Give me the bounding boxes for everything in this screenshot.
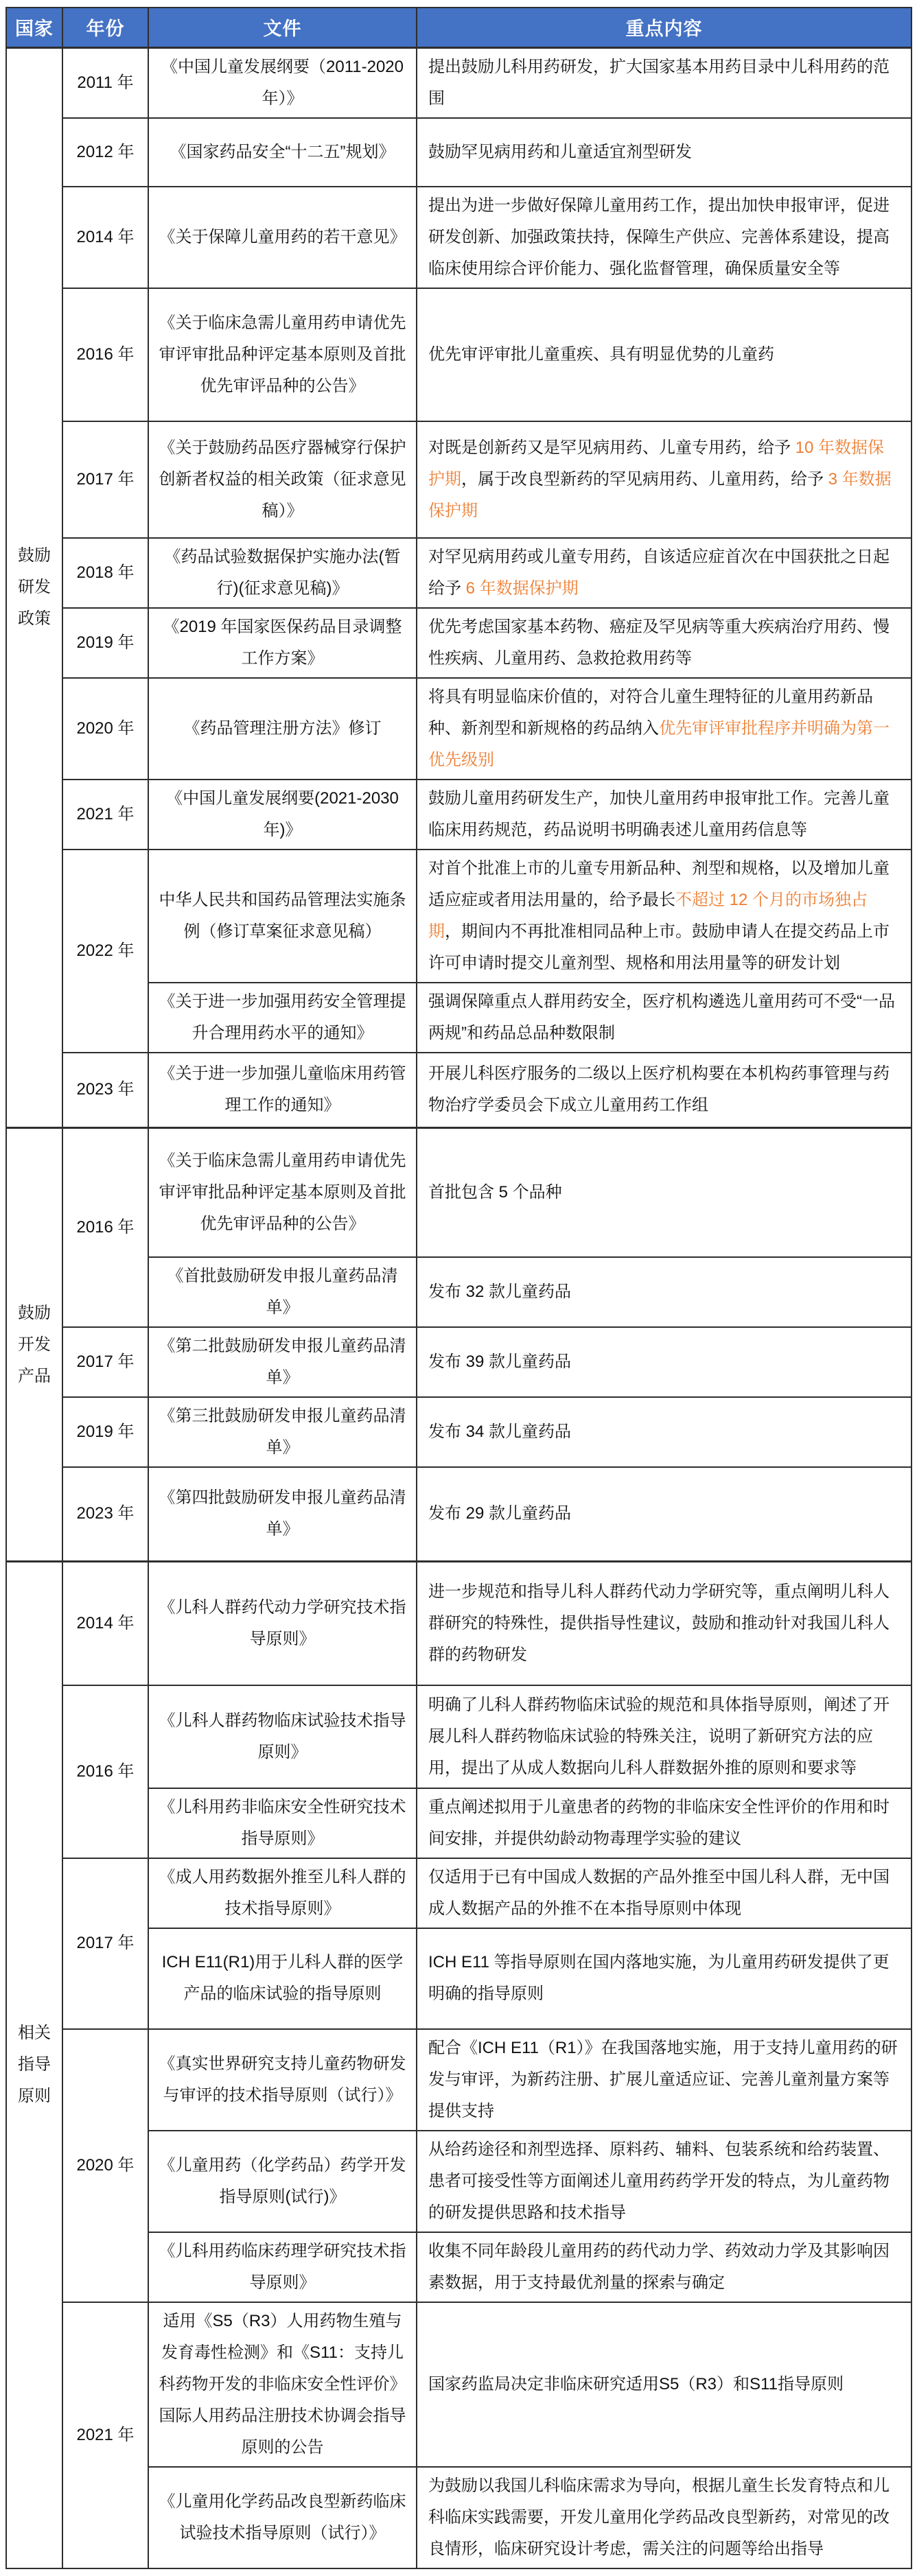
table-row xyxy=(6,1685,912,1788)
content-text: 鼓励儿童用药研发生产，加快儿童用药申报审批工作。完善儿童临床用药规范，药品说明书明确表述儿童用药信息等 xyxy=(428,788,890,839)
content-text: 发布 39 款儿童药品 xyxy=(428,1352,572,1371)
content-text: ，期间内不再批准相同品种上市。鼓励申请人在提交药品上市许可申请时提交儿童剂型、规格和用法用量等的研发计划 xyxy=(428,922,890,972)
content-text: 发布 34 款儿童药品 xyxy=(428,1422,572,1441)
table-row xyxy=(6,1467,912,1562)
content-cell xyxy=(417,678,912,780)
table-row xyxy=(6,47,912,118)
year-cell: 2023 年 xyxy=(62,1053,148,1128)
content-cell xyxy=(417,780,912,850)
content-highlight-text: 3 年数据保护期 xyxy=(428,469,892,520)
document-cell: 《关于保障儿童用药的若干意见》 xyxy=(148,187,417,288)
table-row xyxy=(6,1327,912,1397)
country-group-label-line: 开发 xyxy=(18,1335,51,1354)
content-cell xyxy=(417,2467,912,2568)
document-cell: 《关于临床急需儿童用药申请优先审评审批品种评定基本原则及首批优先审评品种的公告》 xyxy=(148,288,417,421)
content-text: 发布 29 款儿童药品 xyxy=(428,1504,572,1523)
year-cell: 2016 年 xyxy=(62,1685,148,1858)
content-text: 首批包含 5 个品种 xyxy=(428,1182,562,1202)
document-cell: 中华人民共和国药品管理法实施条例（修订草案征求意见稿） xyxy=(148,850,417,983)
document-cell: 《儿科用药非临床安全性研究技术指导原则》 xyxy=(148,1788,417,1858)
country-group-label-line: 政策 xyxy=(18,609,51,629)
content-cell xyxy=(417,2232,912,2302)
country-group-label-line: 鼓励 xyxy=(18,546,51,565)
content-text: 提出鼓励儿科用药研发，扩大国家基本用药目录中儿科用药的范围 xyxy=(428,57,890,108)
document-cell: 《真实世界研究支持儿童药物研发与审评的技术指导原则（试行）》 xyxy=(148,2029,417,2131)
table-row xyxy=(6,780,912,850)
table-row xyxy=(6,1128,912,1257)
content-text: 收集不同年龄段儿童用药的药代动力学、药效动力学及其影响因素数据，用于支持最优剂量的探索与确定 xyxy=(428,2241,890,2292)
content-text: 对首个批准上市的儿童专用新品种、剂型和规格，以及增加儿童适应症或者用法用量的，给予最长 xyxy=(428,858,890,909)
content-cell xyxy=(417,1327,912,1397)
document-cell: 《第四批鼓励研发申报儿童药品清单》 xyxy=(148,1467,417,1562)
content-cell xyxy=(417,1467,912,1562)
document-cell: 《中国儿童发展纲要(2021-2030 年)》 xyxy=(148,780,417,850)
country-group-cell xyxy=(6,47,62,1128)
content-text: 配合《ICH E11（R1）》在我国落地实施，用于支持儿童用药的研发与审评，为新药注册、扩展儿童适应证、完善儿童剂量方案等提供支持 xyxy=(428,2038,898,2120)
content-text: 进一步规范和指导儿科人群药代动力学研究等，重点阐明儿科人群研究的特殊性，提供指导性建议，鼓励和推动针对我国儿科人群的药物研发 xyxy=(428,1582,890,1664)
table-row xyxy=(6,608,912,678)
document-cell: 《成人用药数据外推至儿科人群的技术指导原则》 xyxy=(148,1858,417,1928)
table-row xyxy=(6,1053,912,1128)
content-cell xyxy=(417,983,912,1053)
year-cell: 2019 年 xyxy=(62,608,148,678)
content-cell xyxy=(417,1257,912,1327)
year-cell: 2021 年 xyxy=(62,2302,148,2568)
policy-table xyxy=(5,7,912,2569)
content-cell xyxy=(417,1053,912,1128)
content-highlight-text: 10 年数据保护期 xyxy=(428,438,885,489)
document-cell: 《药品试验数据保护实施办法(暂行)(征求意见稿)》 xyxy=(148,538,417,608)
content-text: ICH E11 等指导原则在国内落地实施，为儿童用药研发提供了更明确的指导原则 xyxy=(428,1953,890,2003)
content-cell xyxy=(417,2302,912,2467)
document-cell: 《关于鼓励药品医疗器械穿行保护创新者权益的相关政策（征求意见稿）》 xyxy=(148,421,417,538)
content-text: 明确了儿科人群药物临床试验的规范和具体指导原则，阐述了开展儿科人群药物临床试验的特殊关注，说明了新研究方法的应用，提出了从成人数据向儿科人群数据外推的原则和要求等 xyxy=(428,1695,890,1777)
document-cell: 《第二批鼓励研发申报儿童药品清单》 xyxy=(148,1327,417,1397)
content-text: 开展儿科医疗服务的二级以上医疗机构要在本机构药事管理与药物治疗学委员会下成立儿童用药工作组 xyxy=(428,1064,890,1115)
content-cell xyxy=(417,538,912,608)
document-cell: 适用《S5（R3）人用药物生殖与发育毒性检测》和《S11：支持儿科药物开发的非临床安全性评价》国际人用药品注册技术协调会指导原则的公告 xyxy=(148,2302,417,2467)
content-text: 提出为进一步做好保障儿童用药工作，提出加快申报审评，促进研发创新、加强政策扶持，保障生产供应、完善体系建设，提高临床使用综合评价能力、强化监督管理，确保质量安全等 xyxy=(428,196,890,278)
table-row xyxy=(6,2302,912,2467)
content-text: 从给药途径和剂型选择、原料药、辅料、包装系统和给药装置、患者可接受性等方面阐述儿童用药药学开发的特点，为儿童药物的研发提供思路和技术指导 xyxy=(428,2140,890,2222)
content-cell xyxy=(417,421,912,538)
content-text: 强调保障重点人群用药安全，医疗机构遴选儿童用药可不受“一品两规”和药品总品种数限制 xyxy=(428,992,895,1042)
country-group-label-line: 鼓励 xyxy=(18,1303,51,1322)
table-row xyxy=(6,1858,912,1928)
document-cell: 《第三批鼓励研发申报儿童药品清单》 xyxy=(148,1397,417,1467)
table-row xyxy=(6,288,912,421)
content-highlight-text: 不超过 12 个月的市场独占期 xyxy=(428,890,868,941)
content-cell xyxy=(417,288,912,421)
document-cell: 《关于临床急需儿童用药申请优先审评审批品种评定基本原则及首批优先审评品种的公告》 xyxy=(148,1128,417,1257)
content-cell xyxy=(417,1128,912,1257)
year-cell: 2022 年 xyxy=(62,850,148,1053)
table-row xyxy=(6,187,912,288)
document-cell: 《儿科人群药代动力学研究技术指导原则》 xyxy=(148,1562,417,1685)
content-text: 鼓励罕见病用药和儿童适宜剂型研发 xyxy=(428,142,692,161)
year-cell: 2016 年 xyxy=(62,288,148,421)
content-highlight-text: 6 年数据保护期 xyxy=(465,578,579,598)
document-cell: 《2019 年国家医保药品目录调整工作方案》 xyxy=(148,608,417,678)
content-text: 国家药监局决定非临床研究适用S5（R3）和S11指导原则 xyxy=(428,2374,844,2393)
document-cell: 《国家药品安全“十二五”规划》 xyxy=(148,118,417,187)
content-cell xyxy=(417,1397,912,1467)
content-cell xyxy=(417,608,912,678)
content-cell xyxy=(417,187,912,288)
content-highlight-text: 优先审评审批程序并明确为第一优先级别 xyxy=(428,718,890,769)
document-cell: 《儿童用药（化学药品）药学开发指导原则(试行)》 xyxy=(148,2131,417,2232)
content-text: 将具有明显临床价值的，对符合儿童生理特征的儿童用药新品种、新剂型和新规格的药品纳入 xyxy=(428,687,873,738)
country-group-cell xyxy=(6,1128,62,1562)
country-group-label-line: 指导 xyxy=(18,2055,51,2074)
col-header-content: 重点内容 xyxy=(417,8,912,47)
table-row xyxy=(6,2029,912,2131)
content-cell xyxy=(417,2131,912,2232)
year-cell: 2018 年 xyxy=(62,538,148,608)
content-cell xyxy=(417,1788,912,1858)
col-header-document: 文件 xyxy=(148,8,417,47)
content-cell xyxy=(417,2029,912,2131)
content-cell xyxy=(417,47,912,118)
content-cell xyxy=(417,850,912,983)
document-cell: 《儿科用药临床药理学研究技术指导原则》 xyxy=(148,2232,417,2302)
year-cell: 2017 年 xyxy=(62,1858,148,2029)
content-text: 对既是创新药又是罕见病用药、儿童专用药，给予 xyxy=(428,438,796,457)
header-row xyxy=(6,8,912,47)
content-text: 为鼓励以我国儿科临床需求为导向，根据儿童生长发育特点和儿科临床实践需要，开发儿童用化学药品改良型新药，对常见的改良情形，临床研究设计考虑，需关注的问题等给出指导 xyxy=(428,2476,890,2558)
document-cell: 《中国儿童发展纲要（2011-2020 年）》 xyxy=(148,47,417,118)
country-group-label-line: 原则 xyxy=(18,2087,51,2106)
table-body xyxy=(6,47,912,2568)
content-text: ，属于改良型新药的罕见病用药、儿童用药，给予 xyxy=(461,469,828,489)
content-text: 对罕见病用药或儿童专用药，自该适应症首次在中国获批之日起给予 xyxy=(428,547,890,598)
year-cell: 2011 年 xyxy=(62,47,148,118)
document-cell: 《关于进一步加强用药安全管理提升合理用药水平的通知》 xyxy=(148,983,417,1053)
year-cell: 2020 年 xyxy=(62,2029,148,2302)
table-row xyxy=(6,118,912,187)
table-row xyxy=(6,850,912,983)
content-text: 优先考虑国家基本药物、癌症及罕见病等重大疾病治疗用药、慢性疾病、儿童用药、急救抢救用药等 xyxy=(428,617,890,668)
year-cell: 2017 年 xyxy=(62,421,148,538)
table-row xyxy=(6,678,912,780)
table-row xyxy=(6,1562,912,1685)
col-header-country: 国家 xyxy=(6,8,62,47)
content-cell xyxy=(417,1928,912,2029)
year-cell: 2014 年 xyxy=(62,1562,148,1685)
content-cell xyxy=(417,1562,912,1685)
year-cell: 2017 年 xyxy=(62,1327,148,1397)
table-row xyxy=(6,421,912,538)
content-cell xyxy=(417,1685,912,1788)
year-cell: 2023 年 xyxy=(62,1467,148,1562)
year-cell: 2016 年 xyxy=(62,1128,148,1327)
content-text: 重点阐述拟用于儿童患者的药物的非临床安全性评价的作用和时间安排，并提供幼龄动物毒理学实验的建议 xyxy=(428,1797,890,1848)
year-cell: 2014 年 xyxy=(62,187,148,288)
year-cell: 2019 年 xyxy=(62,1397,148,1467)
year-cell: 2012 年 xyxy=(62,118,148,187)
country-group-label-line: 研发 xyxy=(18,578,51,597)
table-row xyxy=(6,538,912,608)
document-cell: 《关于进一步加强儿童临床用药管理工作的通知》 xyxy=(148,1053,417,1128)
year-cell: 2021 年 xyxy=(62,780,148,850)
content-text: 优先审评审批儿童重疾、具有明显优势的儿童药 xyxy=(428,344,774,364)
table-row xyxy=(6,1397,912,1467)
document-cell: 《儿童用化学药品改良型新药临床试验技术指导原则（试行）》 xyxy=(148,2467,417,2568)
content-text: 仅适用于已有中国成人数据的产品外推至中国儿科人群，无中国成人数据产品的外推不在本指导原则中体现 xyxy=(428,1867,890,1918)
country-group-label-line: 产品 xyxy=(18,1366,51,1385)
country-group-label-line: 相关 xyxy=(18,2024,51,2043)
content-cell xyxy=(417,1858,912,1928)
content-cell xyxy=(417,118,912,187)
content-text: 发布 32 款儿童药品 xyxy=(428,1282,572,1301)
col-header-year: 年份 xyxy=(62,8,148,47)
document-cell: 《首批鼓励研发申报儿童药品清单》 xyxy=(148,1257,417,1327)
document-cell: 《药品管理注册方法》修订 xyxy=(148,678,417,780)
country-group-cell xyxy=(6,1562,62,2568)
year-cell: 2020 年 xyxy=(62,678,148,780)
document-cell: ICH E11(R1)用于儿科人群的医学产品的临床试验的指导原则 xyxy=(148,1928,417,2029)
document-cell: 《儿科人群药物临床试验技术指导原则》 xyxy=(148,1685,417,1788)
